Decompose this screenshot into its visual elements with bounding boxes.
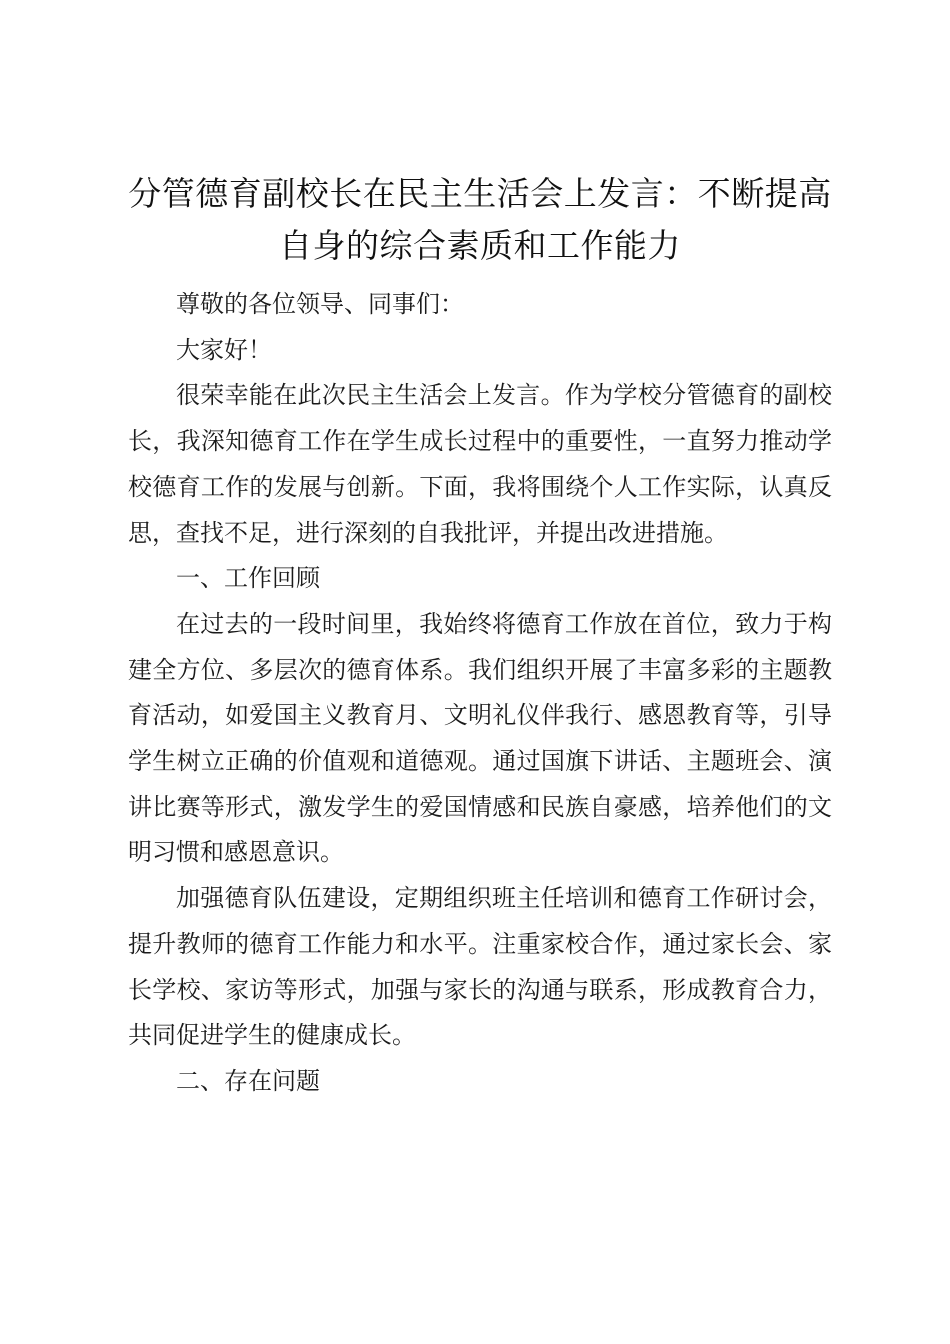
work-review-paragraph-2: 加强德育队伍建设，定期组织班主任培训和德育工作研讨会，提升教师的德育工作能力和水平。注重家校合作，通过家长会、家长学校、家访等形式，加强与家长的沟通与联系，形成教育合力，共同促进学生的健康成长。 <box>128 884 832 1050</box>
document-page <box>128 168 832 1105</box>
work-review-paragraph-1: 在过去的一段时间里，我始终将德育工作放在首位，致力于构建全方位、多层次的德育体系。我们组织开展了丰富多彩的主题教育活动，如爱国主义教育月、文明礼仪伴我行、感恩教育等，引导学生树立正确的价值观和道德观。通过国旗下讲话、主题班会、演讲比赛等形式，激发学生的爱国情感和民族自豪感，培养他们的文明习惯和感恩意识。 <box>128 609 832 867</box>
salutation: 尊敬的各位领导、同事们： <box>176 290 464 318</box>
intro-paragraph: 很荣幸能在此次民主生活会上发言。作为学校分管德育的副校长，我深知德育工作在学生成长过程中的重要性，一直努力推动学校德育工作的发展与创新。下面，我将围绕个人工作实际，认真反思，查找不足，进行深刻的自我批评，并提出改进措施。 <box>128 381 832 547</box>
section-heading-work-review: 一、工作回顾 <box>176 564 320 593</box>
greeting: 大家好！ <box>176 335 272 364</box>
document-title: 分管德育副校长在民主生活会上发言：不断提高自身的综合素质和工作能力 <box>128 174 832 265</box>
document-body <box>128 282 832 1105</box>
section-heading-problems: 二、存在问题 <box>176 1066 320 1095</box>
